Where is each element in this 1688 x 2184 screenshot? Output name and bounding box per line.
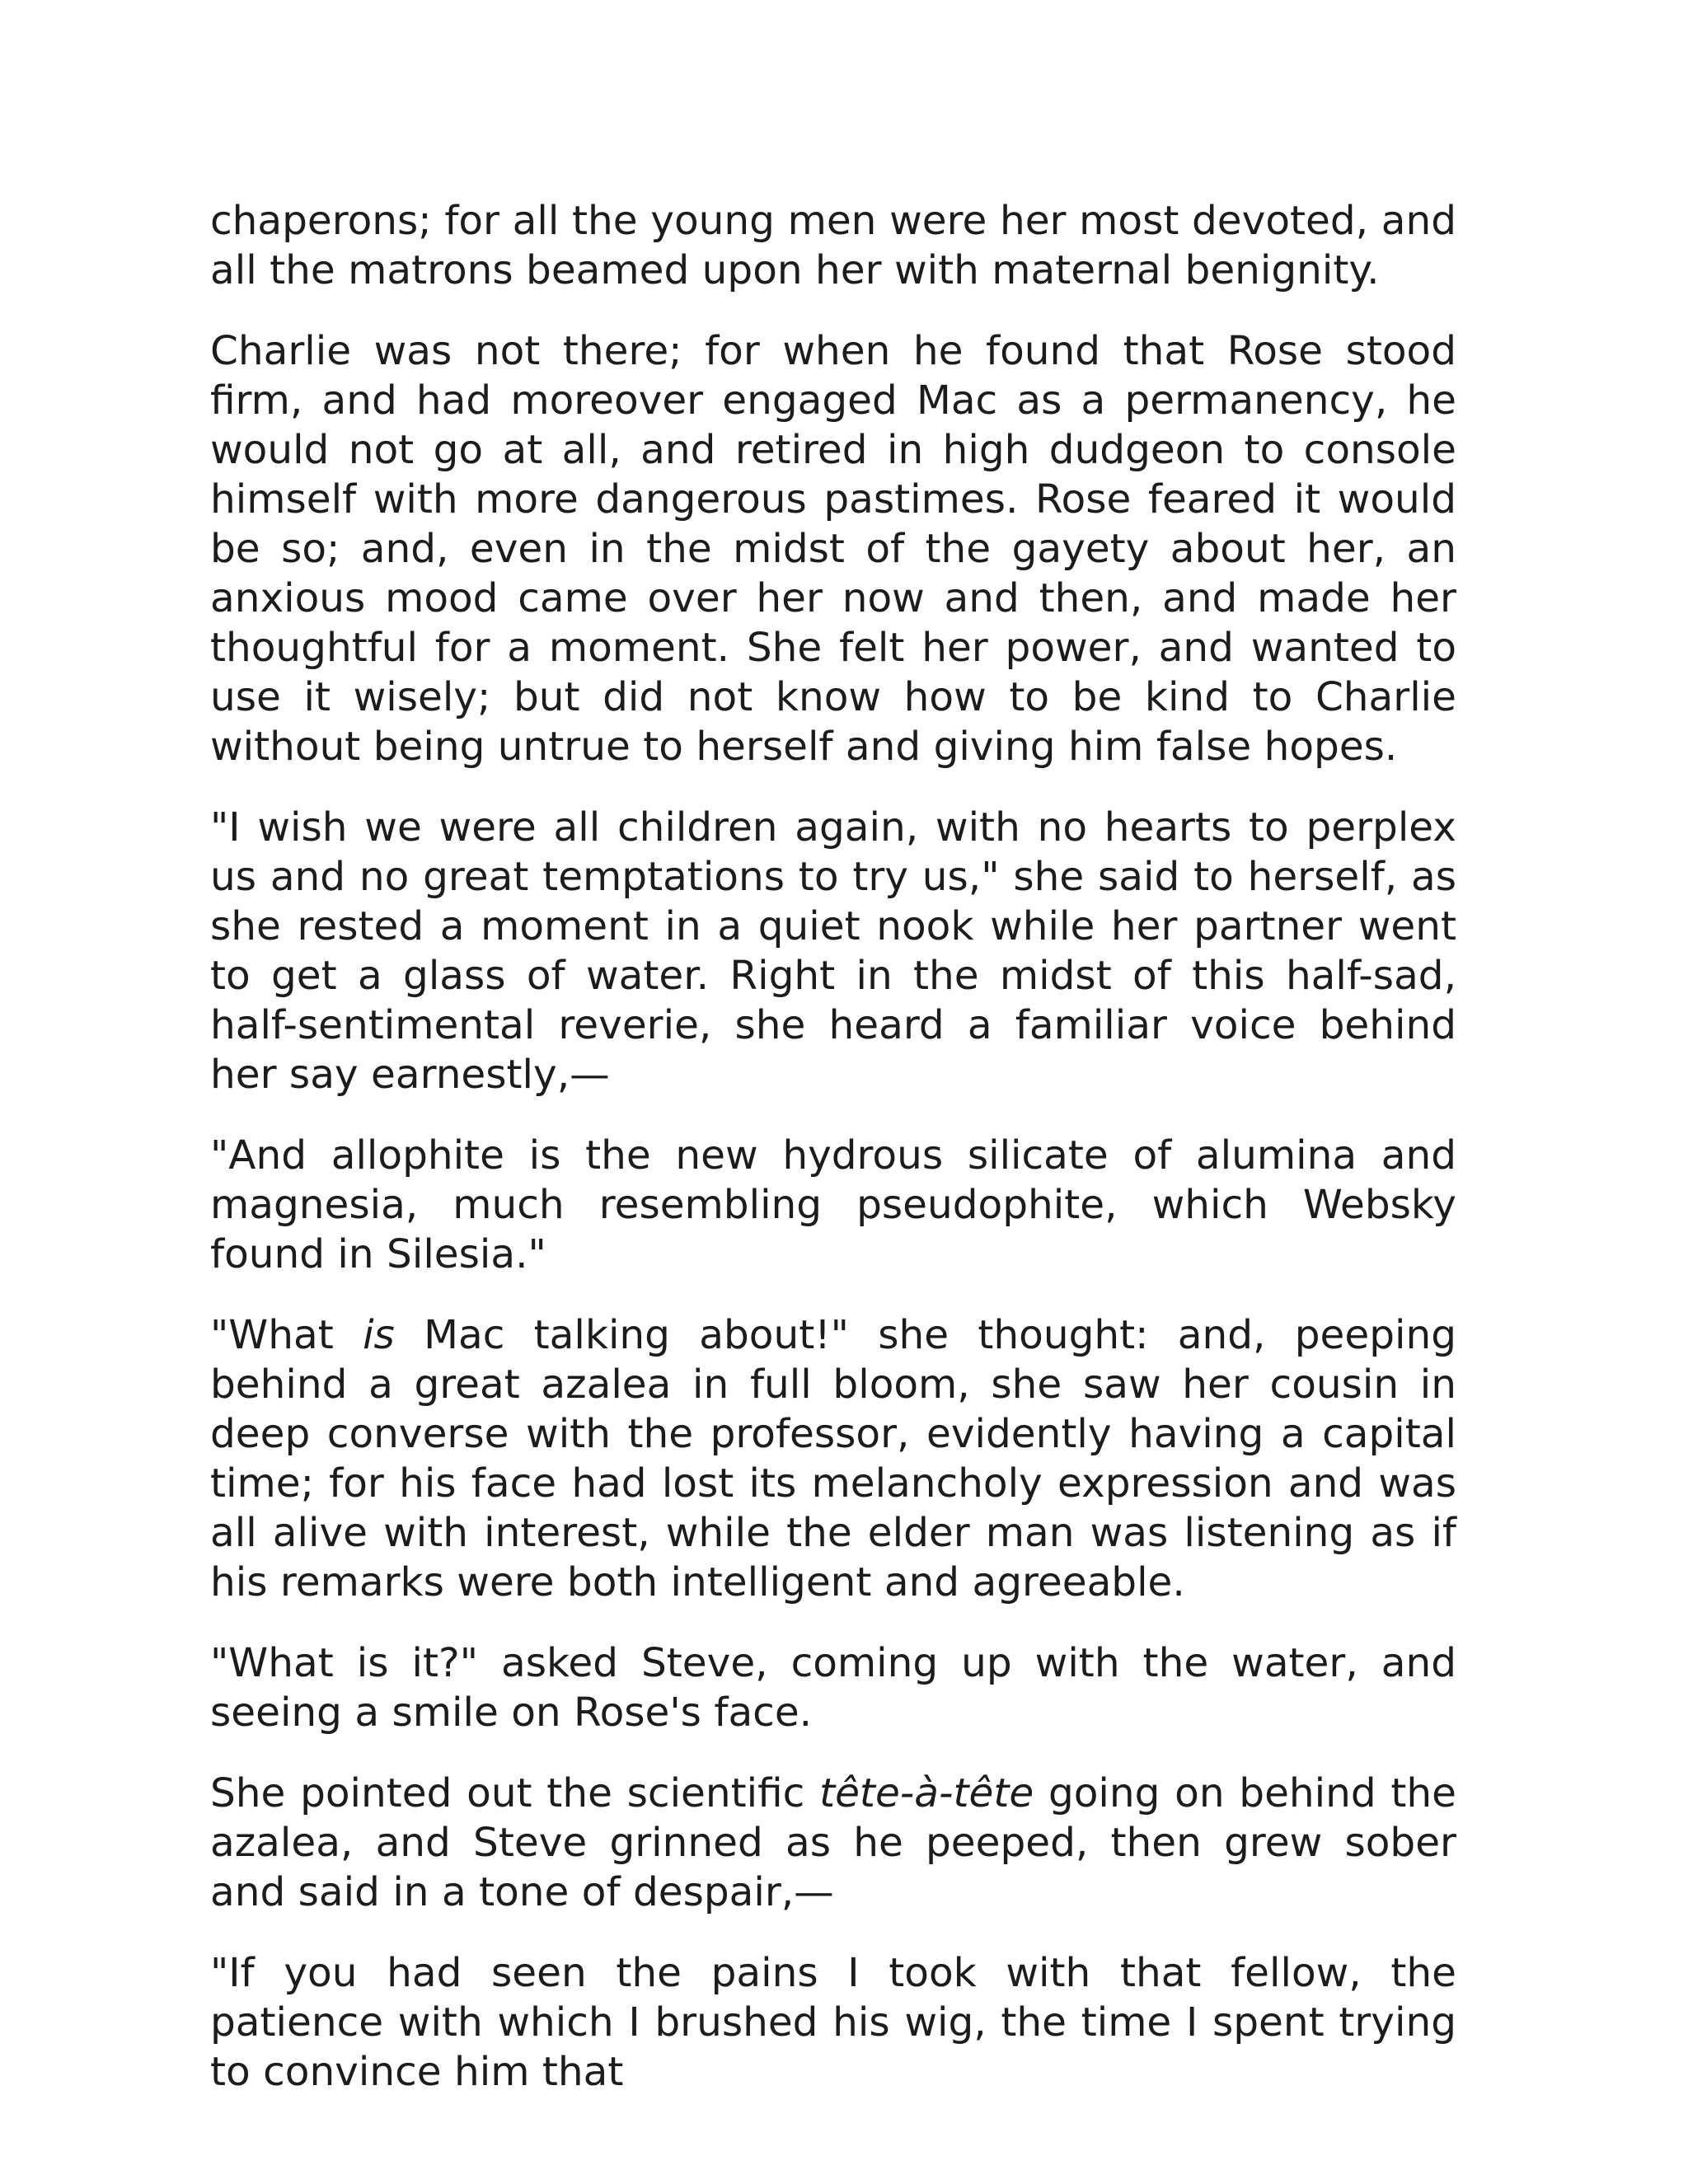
paragraph-text-start: "What xyxy=(210,1312,363,1358)
emphasis-text: is xyxy=(363,1312,395,1358)
paragraph-allophite: "And allophite is the new hydrous silicate of alumina and magnesia, much resembling pseudophite, which Websky found in Silesia." xyxy=(210,1132,1456,1277)
paragraph-text-start: She pointed out the scientific xyxy=(210,1770,820,1816)
paragraph-charlie-not-there: Charlie was not there; for when he found that Rose stood firm, and had moreover engaged Mac as a permanency, he would not go at all, and retired in high dudgeon to console himself with more dangerous pastimes. Rose feared it would be so; and, even in the midst of the gayety about her, an anxious mood came over her now and then, and made her thoughtful for a moment. She felt her power, and wanted to use it wisely; but did not know how to be kind to Charlie without being untrue to herself and giving him false hopes. xyxy=(210,328,1456,770)
book-page xyxy=(210,196,1456,2128)
paragraph-wish-children: "I wish we were all children again, with no hearts to perplex us and no great temptations to try us," she said to herself, as she rested a moment in a quiet nook while her partner went to get a glass of water. Right in the midst of this half-sad, half-sentimental reverie, she heard a familiar voice behind her say earnestly,— xyxy=(210,804,1456,1098)
paragraph-what-is-it: "What is it?" asked Steve, coming up with the water, and seeing a smile on Rose's face. xyxy=(210,1640,1456,1736)
paragraph-text-end: going on behind the azalea, and Steve grinned as he peeped, then grew sober and said in a tone of despair,— xyxy=(210,1770,1457,1915)
paragraph-chaperons: chaperons; for all the young men were her most devoted, and all the matrons beamed upon her with maternal benignity. xyxy=(210,198,1456,293)
paragraph-tete-a-tete xyxy=(210,1769,1456,1917)
paragraph-pains: "If you had seen the pains I took with that fellow, the patience with which I brushed his wig, the time I spent trying to convince him that xyxy=(210,1950,1456,2095)
paragraph-mac-talking xyxy=(210,1310,1456,1607)
emphasis-text: tête-à-tête xyxy=(819,1770,1034,1816)
paragraph-text-end: Mac talking about!" she thought: and, peeping behind a great azalea in full bloom, she saw her cousin in deep converse with the professor, evidently having a capital time; for his face had lost its melancholy expression and was all alive with interest, while the elder man was listening as if his remarks were both intelligent and agreeable. xyxy=(210,1312,1456,1605)
